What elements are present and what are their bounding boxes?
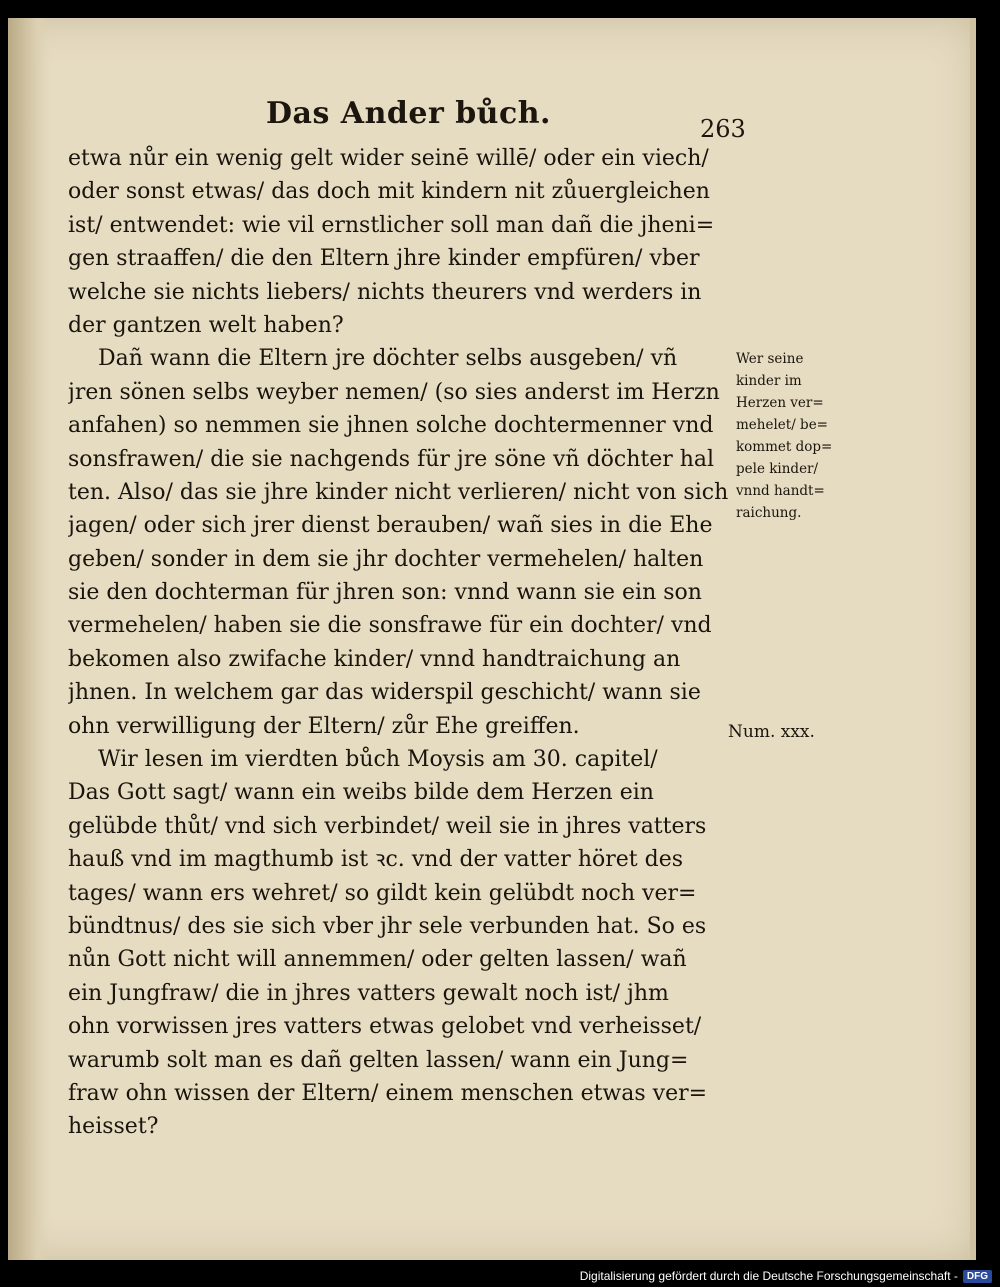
margin-note-line: mehelet/ be= xyxy=(736,417,828,433)
text-line: der gantzen welt haben? xyxy=(68,312,344,338)
text-line: ein Jungfraw/ die in jhres vatters gewalt noch ist/ jhm xyxy=(68,980,669,1006)
text-line: heisset? xyxy=(68,1114,159,1140)
text-line: anfahen) so nemmen sie jhnen solche dochtermenner vnd xyxy=(68,413,714,439)
text-line: warumb solt man es dañ gelten lassen/ wann ein Jung= xyxy=(68,1047,689,1073)
text-line: sonsfrawen/ die sie nachgends für jre söne vñ döchter hal xyxy=(68,446,715,472)
margin-note xyxy=(736,348,848,524)
text-line: Dañ wann die Eltern jre döchter selbs ausgeben/ vñ xyxy=(98,346,678,372)
text-line: Das Gott sagt/ wann ein weibs bilde dem Herzen ein xyxy=(68,780,654,806)
text-line: hauß vnd im magthumb ist ꝛc. vnd der vatter höret des xyxy=(68,847,683,873)
text-line: ohn vorwissen jres vatters etwas gelobet vnd verheisset/ xyxy=(68,1014,702,1040)
text-line: jhnen. In welchem gar das widerspil geschicht/ wann sie xyxy=(68,680,701,706)
page-number: 263 xyxy=(700,115,746,143)
text-line: oder sonst etwas/ das doch mit kindern nit zůuergleichen xyxy=(68,179,710,205)
margin-note-line: raichung. xyxy=(736,505,802,521)
text-line: tages/ wann ers wehret/ so gildt kein gelübdt noch ver= xyxy=(68,880,697,906)
text-line: fraw ohn wissen der Eltern/ einem menschen etwas ver= xyxy=(68,1080,708,1106)
text-line: geben/ sonder in dem sie jhr dochter vermehelen/ halten xyxy=(68,546,704,572)
text-line: welche sie nichts liebers/ nichts theurers vnd werders in xyxy=(68,279,702,305)
page-edge xyxy=(970,18,976,1260)
text-line: jagen/ oder sich jrer dienst berauben/ wañ sies in die Ehe xyxy=(68,513,713,539)
text-line: gelübde thůt/ vnd sich verbindet/ weil sie in jhres vatters xyxy=(68,813,707,839)
text-line: ten. Also/ das sie jhre kinder nicht verlieren/ nicht von sich xyxy=(68,479,729,505)
margin-note-line: Herzen ver= xyxy=(736,395,824,411)
text-line: sie den dochterman für jhren son: vnnd wann sie ein son xyxy=(68,580,702,606)
text-line: nůn Gott nicht will annemmen/ oder gelten lassen/ wañ xyxy=(68,947,687,973)
margin-note-line: vnnd handt= xyxy=(736,483,825,499)
book-page xyxy=(8,18,976,1260)
text-line: jren sönen selbs weyber nemen/ (so sies anderst im Herzn xyxy=(68,379,720,405)
running-head: Das Ander bůch. xyxy=(266,96,551,131)
text-line: vermehelen/ haben sie die sonsfrawe für ein dochter/ vnd xyxy=(68,613,712,639)
text-line: etwa nůr ein wenig gelt wider seinē willē/ oder ein viech/ xyxy=(68,146,709,171)
text-line: bekomen also zwifache kinder/ vnnd handtraichung an xyxy=(68,646,681,672)
text-line: gen straaffen/ die den Eltern jhre kinder empfüren/ vber xyxy=(68,246,700,272)
margin-reference: Num. xxx. xyxy=(728,722,815,742)
body-text xyxy=(68,142,744,1144)
footer xyxy=(580,1269,992,1283)
text-line: ohn verwilligung der Eltern/ zůr Ehe greiffen. xyxy=(68,713,580,739)
text-line: ist/ entwendet: wie vil ernstlicher soll man dañ die jheni= xyxy=(68,212,715,238)
funding-credit: Digitalisierung gefördert durch die Deutsche Forschungsgemeinschaft - xyxy=(579,1269,958,1283)
text-line: bündtnus/ des sie sich vber jhr sele verbunden hat. So es xyxy=(68,913,707,939)
margin-note-line: kinder im xyxy=(736,373,802,389)
margin-note-line: kommet dop= xyxy=(736,439,833,455)
margin-note-line: pele kinder/ xyxy=(736,461,819,477)
text-line: Wir lesen im vierdten bůch Moysis am 30. capitel/ xyxy=(98,747,658,773)
dfg-logo: DFG xyxy=(963,1270,992,1283)
page-gutter-shadow xyxy=(8,18,50,1260)
margin-note-line: Wer seine xyxy=(736,351,804,367)
